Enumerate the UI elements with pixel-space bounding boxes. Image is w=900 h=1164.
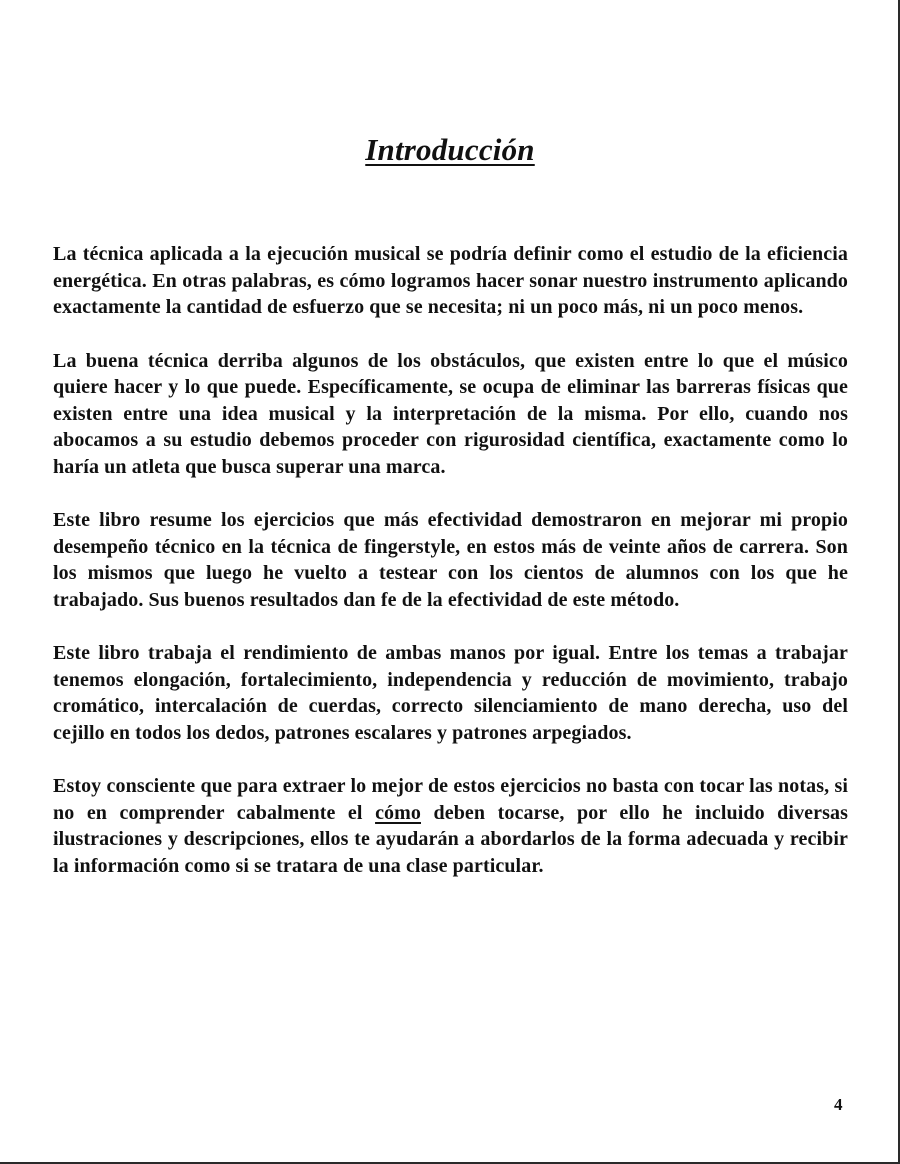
page-number: 4: [834, 1095, 843, 1114]
paragraph-5-text-after: deben tocarse, por ello he incluido diversas ilustraciones y descripciones, ellos te ayudarán a abordarlos de la forma adecuada y recibir la información como si se tratara de una clase particular.: [53, 801, 848, 877]
body-text: [53, 241, 848, 906]
paragraph-1: La técnica aplicada a la ejecución musical se podría definir como el estudio de la eficiencia energética. En otras palabras, es cómo logramos hacer sonar nuestro instrumento aplicando exactamente la cantidad de esfuerzo que se necesita; ni un poco más, ni un poco menos.: [53, 243, 848, 318]
page-title: Introducción: [365, 132, 535, 167]
paragraph-3: Este libro resume los ejercicios que más efectividad demostraron en mejorar mi propio desempeño técnico en la técnica de fingerstyle, en estos más de veinte años de carrera. Son los mismos que luego he vuelto a testear con los cientos de alumnos con los que he trabajado. Sus buenos resultados dan fe de la efectividad de este método.: [53, 509, 848, 611]
paragraph-2: La buena técnica derriba algunos de los obstáculos, que existen entre lo que el músico quiere hacer y lo que puede. Específicamente, se ocupa de eliminar las barreras físicas que existen entre una idea musical y la interpretación de la misma. Por ello, cuando nos abocamos a su estudio debemos proceder con rigurosidad científica, exactamente como lo haría un atleta que busca superar una marca.: [53, 349, 848, 478]
paragraph-5-text-before: Estoy consciente que para extraer lo mejor de estos ejercicios no basta con tocar las notas, si no en comprender cabalmente el: [53, 775, 848, 824]
paragraph-5-underlined-word: cómo: [375, 801, 421, 824]
paragraph-4: Este libro trabaja el rendimiento de ambas manos por igual. Entre los temas a trabajar tenemos elongación, fortalecimiento, independencia y reducción de movimiento, trabajo cromático, intercalación de cuerdas, correcto silenciamiento de mano derecha, uso del cejillo en todos los dedos, patrones escalares y patrones arpegiados.: [53, 642, 848, 744]
paragraph-5: [53, 773, 848, 879]
